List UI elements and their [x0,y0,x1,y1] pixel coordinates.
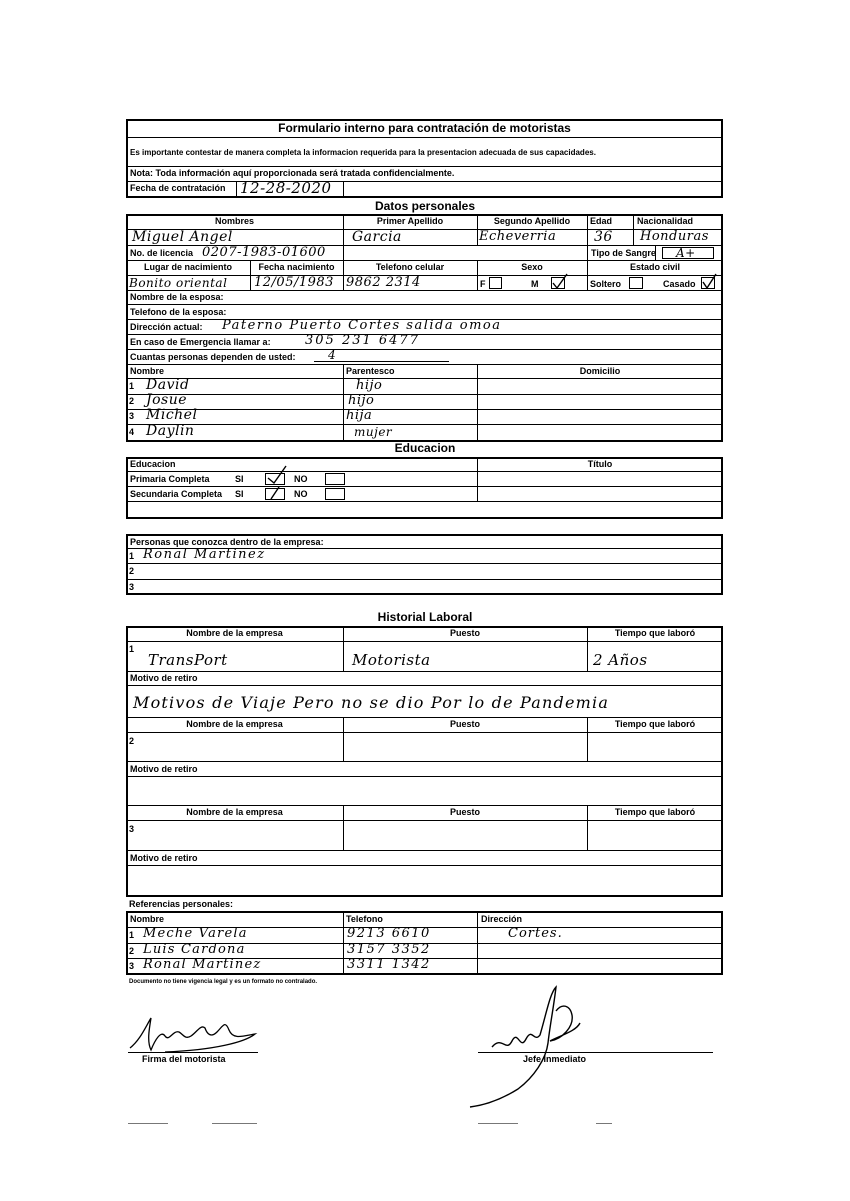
ref-name: Ronal Martinez [143,957,262,972]
acquaintance-number: 3 [129,582,135,592]
job-company-header: Nombre de la empresa [186,807,283,817]
acquaintances-label: Personas que conozca dentro de la empresa: [130,537,324,547]
job-position-header: Puesto [449,719,480,729]
header-edad: Edad [590,216,613,226]
personal-section-title: Datos personales [374,199,476,213]
dependent-name: David [146,377,190,393]
dependent-name: Josue [146,392,188,408]
soltero-checkbox[interactable] [629,277,643,289]
dependent-number: 1 [129,381,135,391]
job-position: Motorista [352,651,431,669]
header-fecha-nacimiento: Fecha nacimiento [258,262,335,272]
job-company: TransPort [148,651,228,669]
ref-name: Meche Varela [143,926,248,941]
casado-check-icon [701,272,721,290]
header-sexo: Sexo [521,262,543,272]
dependent-number: 4 [129,427,135,437]
job-number: 2 [129,736,135,746]
casado-label: Casado [663,279,696,289]
blood-type-value: A+ [676,246,696,260]
dep-header-nombre: Nombre [130,366,165,376]
job-company-header: Nombre de la empresa [186,628,283,638]
ref-phone: 3157 3352 [347,942,431,957]
ref-number: 2 [129,946,135,956]
primaria-si-label: SI [235,474,244,484]
secundaria-label: Secundaria Completa [130,489,223,499]
blood-type-label: Tipo de Sangre [591,248,656,258]
dependent-relation: hija [346,408,373,423]
primaria-label: Primaria Completa [130,474,210,484]
ref-phone: 9213 6610 [347,926,431,941]
dependent-relation: hijo [356,378,383,393]
ref-header-telefono: Telefono [346,914,383,924]
secundaria-si-mark-icon [266,485,288,501]
acquaintance-name: Ronal Martinez [143,547,266,562]
form-title: Formulario interno para contratación de motoristas [278,121,571,135]
ref-header-nombre: Nombre [130,914,165,924]
acquaintance-number: 1 [129,551,135,561]
job-company-header: Nombre de la empresa [186,719,283,729]
acquaintance-number: 2 [129,566,135,576]
job-position-header: Puesto [449,807,480,817]
dependents-value: 4 [328,348,337,362]
job-reason-label: Motivo de retiro [130,764,198,774]
ref-name: Luis Cardona [143,942,246,957]
references-label: Referencias personales: [129,899,234,909]
disclaimer: Documento no tiene vigencia legal y es un formato no contralado. [129,979,318,985]
secundaria-no-label: NO [294,489,308,499]
job-number: 3 [129,824,135,834]
primaria-si-check-icon [266,464,290,486]
header-nombres: Nombres [214,216,254,226]
job-time-header: Tiempo que laboró [614,807,696,817]
job-time-header: Tiempo que laboró [614,628,696,638]
fecha-nacimiento-value: 12/05/1983 [254,275,334,290]
header-segundo-apellido: Segundo Apellido [493,216,571,226]
dep-header-domicilio: Domicilio [579,366,621,376]
ref-address: Cortes. [508,926,563,941]
address-value: Paterno Puerto Cortes salida omoa [222,318,502,333]
ref-phone: 3311 1342 [347,957,431,972]
dependent-number: 3 [129,411,135,421]
sex-f-checkbox[interactable] [489,277,502,289]
spouse-name-label: Nombre de la esposa: [130,292,224,302]
secundaria-si-label: SI [235,489,244,499]
edad-value: 36 [594,229,613,245]
form-intro: Es importante contestar de manera completa la informacion requerida para la presentacion adecuada de sus capacidades. [130,148,596,157]
dependent-number: 2 [129,396,135,406]
nacionalidad-value: Honduras [640,229,709,244]
boss-signature-label: Jefe Inmediato [523,1054,587,1064]
primaria-no-label: NO [294,474,308,484]
nombres-value: Miguel Angel [132,229,233,245]
segundo-apellido-value: Echeverria [479,229,557,244]
lugar-nacimiento-value: Bonito oriental [129,276,228,290]
driver-signature-label: Firma del motorista [142,1054,226,1064]
ref-number: 3 [129,961,135,971]
sex-f-label: F [480,279,486,289]
primaria-no-checkbox[interactable] [325,473,345,485]
dependents-label: Cuantas personas dependen de usted: [130,352,296,362]
ref-number: 1 [129,930,135,940]
license-value: 0207-1983-01600 [202,245,326,260]
dependent-name: Daylin [146,423,195,439]
header-lugar-nacimiento: Lugar de nacimiento [143,262,232,272]
hire-date-value: 12-28-2020 [240,179,332,197]
dependent-name: Michel [146,407,198,423]
boss-signature-icon [462,985,612,1110]
license-label: No. de licencia [130,248,194,258]
education-title-header: Título [587,459,613,469]
address-label: Dirección actual: [130,322,203,332]
form-note: Nota: Toda información aquí proporcionada será tratada confidencialmente. [130,168,455,178]
job-number: 1 [129,644,135,654]
education-header: Educacion [130,459,176,469]
education-section-title: Educacion [394,441,456,455]
spouse-phone-label: Telefono de la esposa: [130,307,227,317]
dep-header-parentesco: Parentesco [346,366,395,376]
emergency-value: 305 231 6477 [305,333,420,348]
header-telefono-celular: Telefono celular [375,262,445,272]
job-reason: Motivos de Viaje Pero no se dio Por lo de Pandemia [133,693,610,712]
ref-header-direccion: Dirección [481,914,523,924]
primer-apellido-value: Garcia [352,229,402,245]
job-reason-label: Motivo de retiro [130,853,198,863]
soltero-label: Soltero [590,279,622,289]
header-estado-civil: Estado civil [629,262,681,272]
job-reason-label: Motivo de retiro [130,673,198,683]
job-time: 2 Años [593,651,648,669]
emergency-label: En caso de Emergencia llamar a: [130,337,271,347]
job-time-header: Tiempo que laboró [614,719,696,729]
header-primer-apellido: Primer Apellido [376,216,444,226]
sex-m-check-icon [551,272,571,290]
header-nacionalidad: Nacionalidad [637,216,694,226]
telefono-celular-value: 9862 2314 [346,275,421,290]
secundaria-no-checkbox[interactable] [325,488,345,500]
job-position-header: Puesto [449,628,480,638]
dependent-relation: mujer [354,425,393,439]
hire-date-label: Fecha de contratación [130,183,226,193]
dependent-relation: hijo [348,393,375,408]
work-section-title: Historial Laboral [377,610,473,624]
sex-m-label: M [531,279,539,289]
